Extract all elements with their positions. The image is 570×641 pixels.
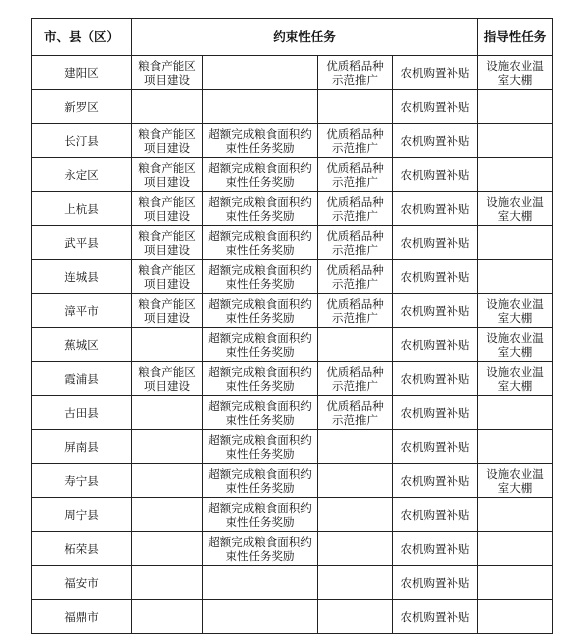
county-cell: 福鼎市 xyxy=(32,600,132,634)
food-capacity-cell xyxy=(132,328,203,362)
machinery-subsidy-cell: 农机购置补贴 xyxy=(393,532,478,566)
table-row xyxy=(32,396,553,430)
exceed-area-reward-cell: 超额完成粮食面积约束性任务奖励 xyxy=(203,464,318,498)
rice-promotion-cell xyxy=(318,498,393,532)
rice-promotion-cell: 优质稻品种示范推广 xyxy=(318,260,393,294)
machinery-subsidy-cell: 农机购置补贴 xyxy=(393,566,478,600)
table-row xyxy=(32,430,553,464)
exceed-area-reward-cell xyxy=(203,56,318,90)
machinery-subsidy-cell: 农机购置补贴 xyxy=(393,192,478,226)
county-cell: 屏南县 xyxy=(32,430,132,464)
greenhouse-cell xyxy=(478,566,553,600)
food-capacity-cell xyxy=(132,532,203,566)
food-capacity-cell xyxy=(132,498,203,532)
rice-promotion-cell xyxy=(318,328,393,362)
machinery-subsidy-cell: 农机购置补贴 xyxy=(393,294,478,328)
table-row xyxy=(32,192,553,226)
exceed-area-reward-cell: 超额完成粮食面积约束性任务奖励 xyxy=(203,294,318,328)
greenhouse-cell xyxy=(478,396,553,430)
exceed-area-reward-cell xyxy=(203,90,318,124)
rice-promotion-cell: 优质稻品种示范推广 xyxy=(318,362,393,396)
table-row xyxy=(32,498,553,532)
rice-promotion-cell xyxy=(318,430,393,464)
machinery-subsidy-cell: 农机购置补贴 xyxy=(393,430,478,464)
food-capacity-cell xyxy=(132,464,203,498)
table-row xyxy=(32,294,553,328)
food-capacity-cell: 粮食产能区项目建设 xyxy=(132,192,203,226)
table-row xyxy=(32,566,553,600)
county-cell: 漳平市 xyxy=(32,294,132,328)
exceed-area-reward-cell: 超额完成粮食面积约束性任务奖励 xyxy=(203,158,318,192)
greenhouse-cell xyxy=(478,226,553,260)
county-cell: 上杭县 xyxy=(32,192,132,226)
county-cell: 寿宁县 xyxy=(32,464,132,498)
machinery-subsidy-cell: 农机购置补贴 xyxy=(393,600,478,634)
exceed-area-reward-cell: 超额完成粮食面积约束性任务奖励 xyxy=(203,498,318,532)
rice-promotion-cell: 优质稻品种示范推广 xyxy=(318,396,393,430)
rice-promotion-cell xyxy=(318,464,393,498)
county-cell: 连城县 xyxy=(32,260,132,294)
county-cell: 新罗区 xyxy=(32,90,132,124)
rice-promotion-cell xyxy=(318,566,393,600)
task-table xyxy=(31,18,553,634)
food-capacity-cell xyxy=(132,90,203,124)
greenhouse-cell: 设施农业温室大棚 xyxy=(478,328,553,362)
exceed-area-reward-cell: 超额完成粮食面积约束性任务奖励 xyxy=(203,396,318,430)
food-capacity-cell: 粮食产能区项目建设 xyxy=(132,56,203,90)
header-row xyxy=(32,19,553,56)
machinery-subsidy-cell: 农机购置补贴 xyxy=(393,260,478,294)
header-county: 市、县（区） xyxy=(32,19,132,56)
machinery-subsidy-cell: 农机购置补贴 xyxy=(393,90,478,124)
table-row xyxy=(32,260,553,294)
header-guidance-tasks: 指导性任务 xyxy=(478,19,553,56)
food-capacity-cell: 粮食产能区项目建设 xyxy=(132,260,203,294)
machinery-subsidy-cell: 农机购置补贴 xyxy=(393,396,478,430)
machinery-subsidy-cell: 农机购置补贴 xyxy=(393,498,478,532)
exceed-area-reward-cell: 超额完成粮食面积约束性任务奖励 xyxy=(203,192,318,226)
rice-promotion-cell: 优质稻品种示范推广 xyxy=(318,56,393,90)
machinery-subsidy-cell: 农机购置补贴 xyxy=(393,464,478,498)
greenhouse-cell: 设施农业温室大棚 xyxy=(478,362,553,396)
table-row xyxy=(32,532,553,566)
greenhouse-cell xyxy=(478,158,553,192)
county-cell: 永定区 xyxy=(32,158,132,192)
county-cell: 霞浦县 xyxy=(32,362,132,396)
county-cell: 蕉城区 xyxy=(32,328,132,362)
header-binding-tasks: 约束性任务 xyxy=(132,19,478,56)
machinery-subsidy-cell: 农机购置补贴 xyxy=(393,158,478,192)
rice-promotion-cell: 优质稻品种示范推广 xyxy=(318,294,393,328)
greenhouse-cell xyxy=(478,430,553,464)
rice-promotion-cell xyxy=(318,532,393,566)
food-capacity-cell xyxy=(132,430,203,464)
table-row xyxy=(32,600,553,634)
greenhouse-cell: 设施农业温室大棚 xyxy=(478,294,553,328)
exceed-area-reward-cell: 超额完成粮食面积约束性任务奖励 xyxy=(203,430,318,464)
rice-promotion-cell: 优质稻品种示范推广 xyxy=(318,124,393,158)
exceed-area-reward-cell xyxy=(203,600,318,634)
machinery-subsidy-cell: 农机购置补贴 xyxy=(393,56,478,90)
greenhouse-cell xyxy=(478,498,553,532)
county-cell: 柘荣县 xyxy=(32,532,132,566)
table-row xyxy=(32,328,553,362)
greenhouse-cell xyxy=(478,260,553,294)
table-row xyxy=(32,464,553,498)
greenhouse-cell xyxy=(478,532,553,566)
exceed-area-reward-cell: 超额完成粮食面积约束性任务奖励 xyxy=(203,532,318,566)
rice-promotion-cell: 优质稻品种示范推广 xyxy=(318,158,393,192)
greenhouse-cell: 设施农业温室大棚 xyxy=(478,192,553,226)
food-capacity-cell xyxy=(132,566,203,600)
greenhouse-cell xyxy=(478,124,553,158)
county-cell: 古田县 xyxy=(32,396,132,430)
rice-promotion-cell xyxy=(318,90,393,124)
exceed-area-reward-cell: 超额完成粮食面积约束性任务奖励 xyxy=(203,362,318,396)
exceed-area-reward-cell: 超额完成粮食面积约束性任务奖励 xyxy=(203,226,318,260)
greenhouse-cell: 设施农业温室大棚 xyxy=(478,56,553,90)
table-row xyxy=(32,362,553,396)
exceed-area-reward-cell: 超额完成粮食面积约束性任务奖励 xyxy=(203,124,318,158)
exceed-area-reward-cell: 超额完成粮食面积约束性任务奖励 xyxy=(203,260,318,294)
greenhouse-cell xyxy=(478,90,553,124)
food-capacity-cell: 粮食产能区项目建设 xyxy=(132,158,203,192)
table-row xyxy=(32,56,553,90)
machinery-subsidy-cell: 农机购置补贴 xyxy=(393,226,478,260)
greenhouse-cell: 设施农业温室大棚 xyxy=(478,464,553,498)
machinery-subsidy-cell: 农机购置补贴 xyxy=(393,328,478,362)
exceed-area-reward-cell xyxy=(203,566,318,600)
county-cell: 建阳区 xyxy=(32,56,132,90)
food-capacity-cell xyxy=(132,396,203,430)
greenhouse-cell xyxy=(478,600,553,634)
county-cell: 武平县 xyxy=(32,226,132,260)
machinery-subsidy-cell: 农机购置补贴 xyxy=(393,362,478,396)
county-cell: 周宁县 xyxy=(32,498,132,532)
food-capacity-cell: 粮食产能区项目建设 xyxy=(132,362,203,396)
table-row xyxy=(32,124,553,158)
exceed-area-reward-cell: 超额完成粮食面积约束性任务奖励 xyxy=(203,328,318,362)
machinery-subsidy-cell: 农机购置补贴 xyxy=(393,124,478,158)
rice-promotion-cell: 优质稻品种示范推广 xyxy=(318,192,393,226)
task-table-body xyxy=(32,56,553,634)
table-row xyxy=(32,90,553,124)
food-capacity-cell: 粮食产能区项目建设 xyxy=(132,226,203,260)
food-capacity-cell: 粮食产能区项目建设 xyxy=(132,294,203,328)
table-row xyxy=(32,158,553,192)
food-capacity-cell: 粮食产能区项目建设 xyxy=(132,124,203,158)
food-capacity-cell xyxy=(132,600,203,634)
table-row xyxy=(32,226,553,260)
county-cell: 福安市 xyxy=(32,566,132,600)
county-cell: 长汀县 xyxy=(32,124,132,158)
rice-promotion-cell: 优质稻品种示范推广 xyxy=(318,226,393,260)
rice-promotion-cell xyxy=(318,600,393,634)
